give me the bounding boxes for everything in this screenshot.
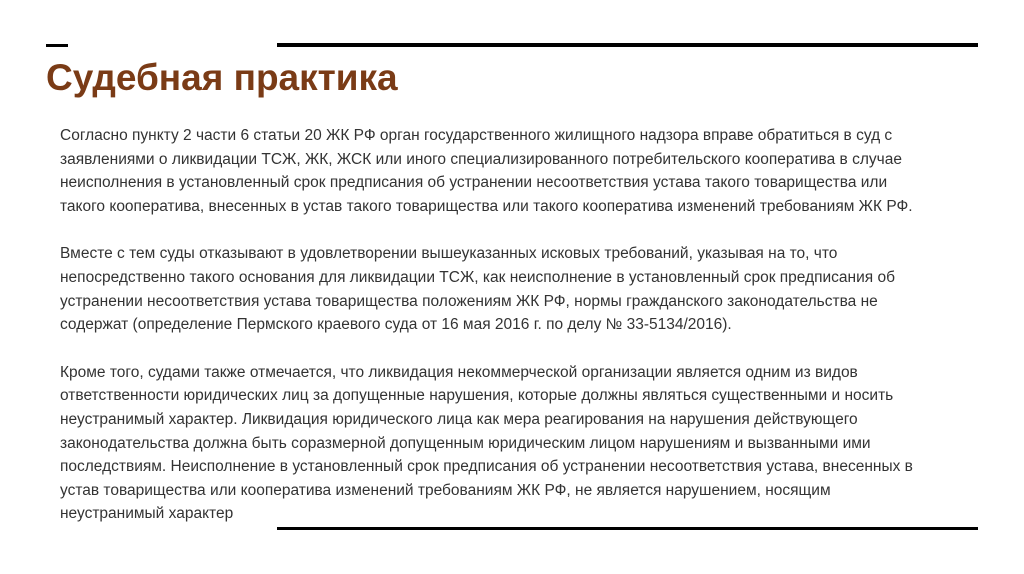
paragraph-line: такого кооператива, внесенных в устав такого товарищества или такого кооператива изменений требованиям ЖК РФ. (60, 197, 913, 215)
paragraph-line: Вместе с тем суды отказывают в удовлетворении вышеуказанных исковых требований, указывая на то, что (60, 245, 838, 263)
paragraph-line: законодательства должна быть соразмерной допущенным юридическим лицом нарушениям и вызванными ими (60, 434, 871, 452)
paragraph-line: ответственности юридических лиц за допущенные нарушения, которые должны являться существенными и носить (60, 387, 894, 405)
paragraph-2 (60, 242, 990, 336)
paragraph-line: Кроме того, судами также отмечается, что ликвидация некоммерческой организации является одним из видов (60, 363, 858, 381)
paragraph-line: устав товарищества или кооператива изменений требованиям ЖК РФ, не является нарушением, носящим (60, 481, 831, 499)
slide-title: Судебная практика (46, 57, 398, 98)
paragraph-line: неустранимый характер. Ликвидация юридического лица как мера реагирования на нарушения действующего (60, 410, 858, 428)
title-accent-rule (46, 44, 68, 47)
top-divider-rule (277, 43, 978, 47)
paragraph-line: содержат (определение Пермского краевого суда от 16 мая 2016 г. по делу № 33-5134/2016). (60, 316, 732, 334)
paragraph-line: последствиям. Неисполнение в установленный срок предписания об устранении несоответствия устава, внесенных в (60, 458, 913, 476)
paragraph-line: неустранимый характер (60, 505, 234, 523)
paragraph-line: непосредственно такого основания для ликвидации ТСЖ, как неисполнение в установленный срок предписания об (60, 268, 895, 286)
paragraph-3 (60, 361, 990, 526)
slide-body (60, 124, 990, 526)
paragraph-line: неисполнения в установленный срок предписания об устранении несоответствия устава такого товарищества или (60, 174, 888, 192)
paragraph-line: заявлениями о ликвидации ТСЖ, ЖК, ЖСК или иного специализированного потребительского кооператива в случае (60, 150, 902, 168)
paragraph-line: Согласно пункту 2 части 6 статьи 20 ЖК РФ орган государственного жилищного надзора вправе обратиться в суд с (60, 127, 893, 144)
bottom-divider-rule (277, 527, 978, 530)
paragraph-1 (60, 124, 990, 218)
paragraph-line: устранении несоответствия устава товарищества положениям ЖК РФ, нормы гражданского законодательства не (60, 292, 878, 310)
